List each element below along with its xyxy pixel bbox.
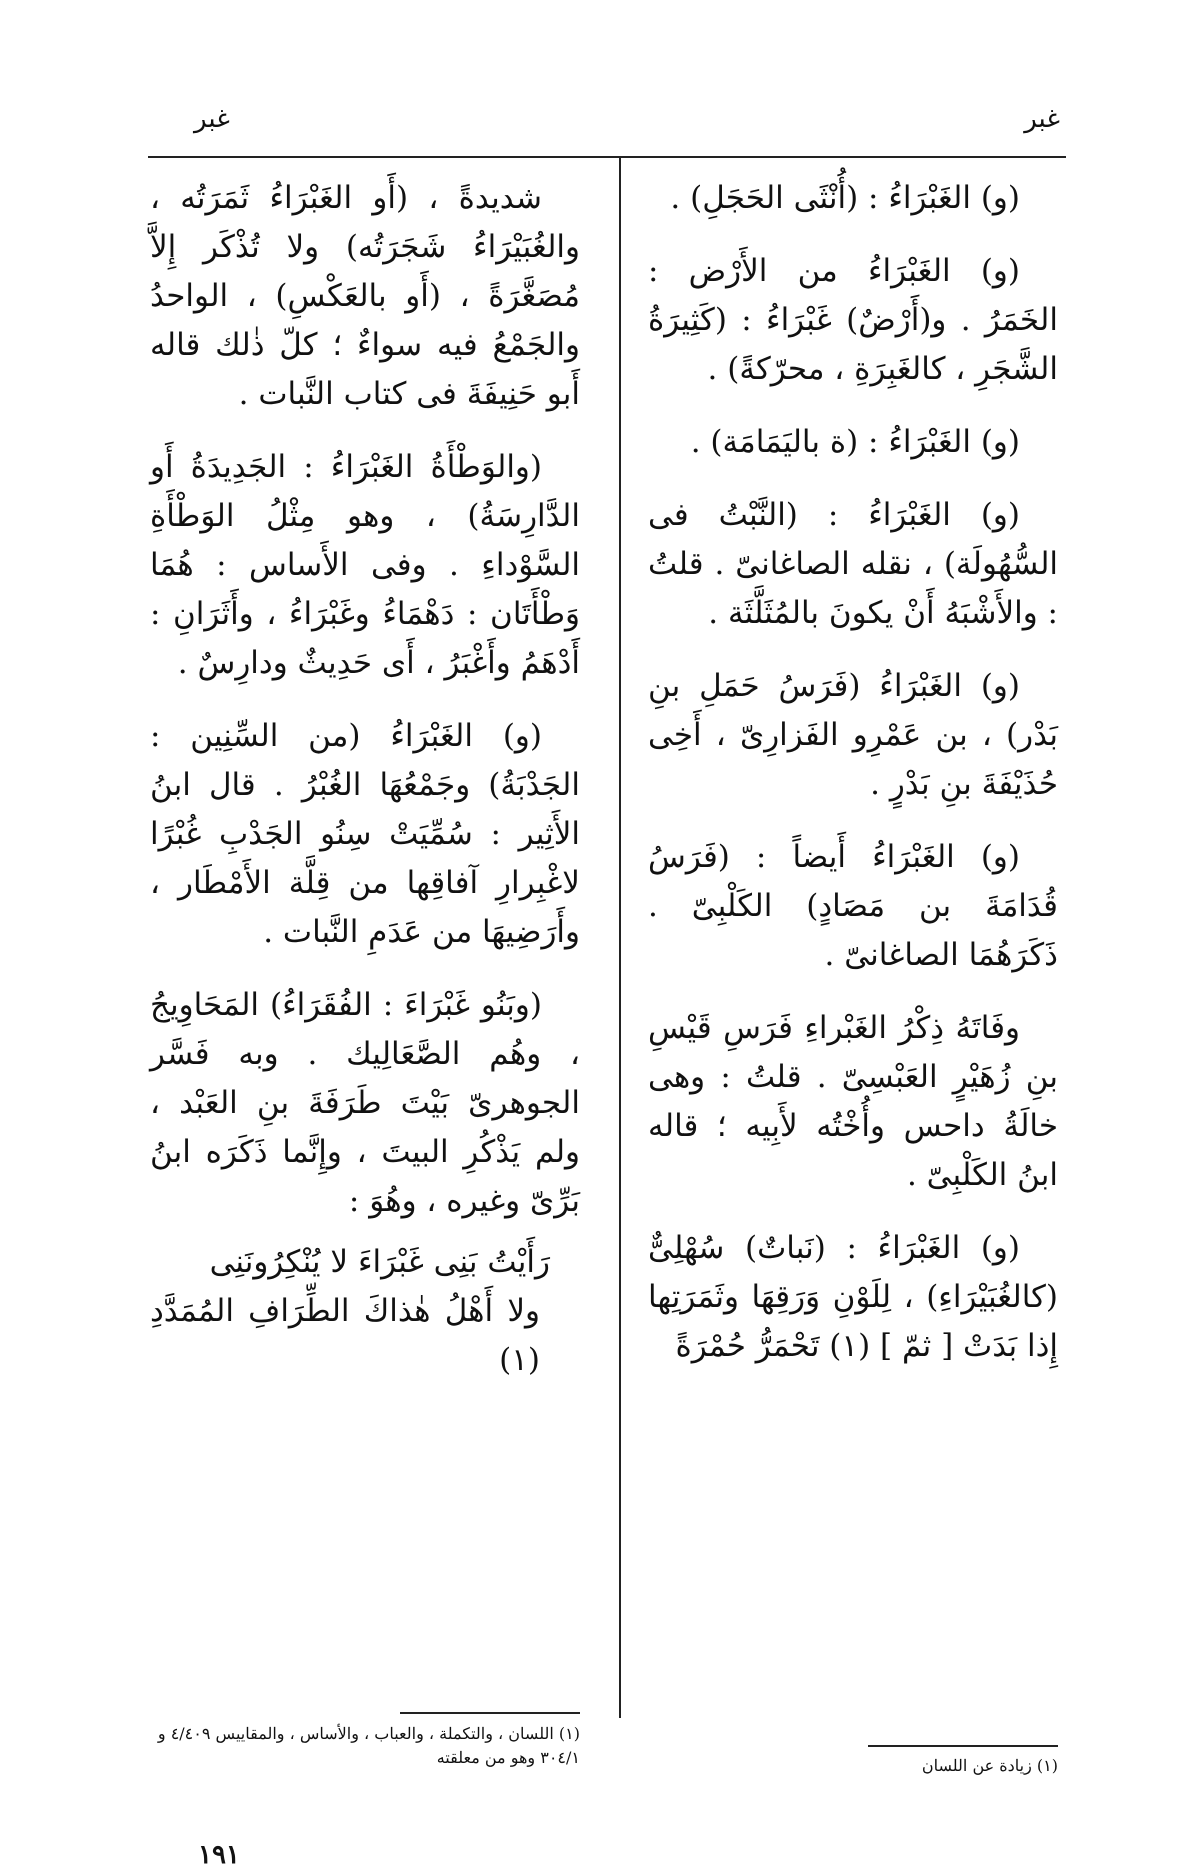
entry-paragraph: (و) الغَبْرَاءُ (من السِّنِين : الجَدْبَةُ) وجَمْعُهَا الغُبْرُ . قال ابنُ الأَثِير : سُمِّيَتْ سِنُو الجَدْبِ غُبْرًا لاغْبِرارِ آفاقِها من قِلَّة الأَمْطَار ، وأَرَضِيهَا من عَدَمِ النَّبات .: [150, 718, 580, 950]
poem-verse-line: ولا أَهْلُ هٰذاكَ الطِّرَافِ المُمَدَّدِ (١): [150, 1293, 540, 1378]
entry-paragraph: (والوَطْأَةُ الغَبْرَاءُ : الجَدِيدَةُ أَو الدَّارِسَةُ) ، وهو مِثْلُ الوَطْأَةِ السَّوْداءِ . وفى الأَساس : هُمَا وَطْأَتَان : دَهْمَاءُ وغَبْرَاءُ ، وأَثَرَانِ : أَدْهَمُ وأَغْبَرُ ، أَى حَدِيثٌ ودارِسٌ .: [150, 449, 580, 681]
running-header-right: غبر: [1024, 104, 1060, 134]
entry-paragraph: (و) الغَبْرَاءُ : (النَّبْتُ فى السُّهُولَة) ، نقله الصاغانىّ . قلتُ : والأَشْبَهُ أَنْ يكونَ بالمُثَلَّثَة .: [648, 497, 1058, 631]
footnote-right: (١) زيادة عن اللسان: [921, 1756, 1058, 1775]
page-number: ١٩١: [198, 1840, 240, 1870]
header-rule: [148, 156, 1066, 158]
entry-paragraph: (وبَنُو غَبْرَاءَ : الفُقَرَاءُ) المَحَاوِيجُ ، وهُم الصَّعَالِيك . وبه فَسَّر الجوهرىّ بَيْتَ طَرَفَةَ بنِ العَبْد ، ولم يَذْكُرِ البيتَ ، وإِنَّما ذَكَرَه ابنُ بَرِّىّ وغيره ، وهُوَ :: [150, 987, 580, 1219]
entry-paragraph: شديدةً ، (أَو الغَبْرَاءُ ثَمَرَتُه ، والغُبَيْرَاءُ شَجَرَتُه) ولا تُذْكَر إِلاَّ مُصَغَّرَةً ، (أَو بالعَكْسِ) ، الواحدُ والجَمْعُ فيه سواءٌ ؛ كلّ ذٰلك قاله أَبو حَنِيفَةَ فى كتاب النَّبات .: [150, 180, 580, 412]
entry-paragraph: (و) الغَبْرَاءُ من الأَرْض : الخَمَرُ . و(أَرْضٌ) غَبْرَاءُ : (كَثِيرَةُ الشَّجَرِ ، كالغَبِرَةِ ، محرّكةً) .: [648, 253, 1058, 387]
footnote-rule-left: [400, 1712, 580, 1714]
poem-verse-line: رَأَيْتُ بَنِى غَبْرَاءَ لا يُنْكِرُونَنِى: [209, 1244, 550, 1280]
column-divider: [619, 158, 621, 1718]
entry-paragraph: وفَاتَهُ ذِكْرُ الغَبْراءِ فَرَسِ قَيْسِ بنِ زُهَيْرٍ العَبْسِىّ . قلتُ : وهى خالَةُ داحس وأُخْتُه لأَبِيه ؛ قاله ابنُ الكَلْبِىّ .: [648, 1010, 1058, 1193]
footnote-rule-right: [868, 1745, 1058, 1747]
right-column: [648, 174, 1058, 1383]
entry-paragraph: (و) الغَبْرَاءُ أَيضاً : (فَرَسُ قُدَامَةَ بن مَصَادٍ) الكَلْبِىّ . ذَكَرَهُمَا الصاغانىّ .: [648, 839, 1058, 973]
entry-paragraph: (و) الغَبْرَاءُ : (ة باليَمَامَة) .: [690, 424, 1020, 460]
entry-paragraph: (و) الغَبْرَاءُ : (أُنْثَى الحَجَلِ) .: [670, 180, 1020, 216]
footnote-left: (١) اللسان ، والتكملة ، والعباب ، والأساس ، والمقاييس ٤/٤٠٩ و ٣٠٤/١ وهو من معلقته: [157, 1724, 580, 1767]
entry-paragraph: (و) الغَبْرَاءُ : (نَباتٌ) سُهْلِىٌّ (كالغُبَيْرَاءِ) ، لِلَوْنِ وَرَقِهَا وثَمَرَتِها إِذا بَدَتْ [ ثمّ ] (١) تَحْمَرُّ حُمْرَةً: [648, 1230, 1058, 1364]
running-header-left: غبر: [194, 104, 230, 134]
entry-paragraph: (و) الغَبْرَاءُ (فَرَسُ حَمَلِ بنِ بَدْر) ، بن عَمْرِو الفَزارِىّ ، أَخِى حُذَيْفَةَ بنِ بَدْرٍ .: [648, 668, 1058, 802]
left-column: [150, 174, 580, 1385]
